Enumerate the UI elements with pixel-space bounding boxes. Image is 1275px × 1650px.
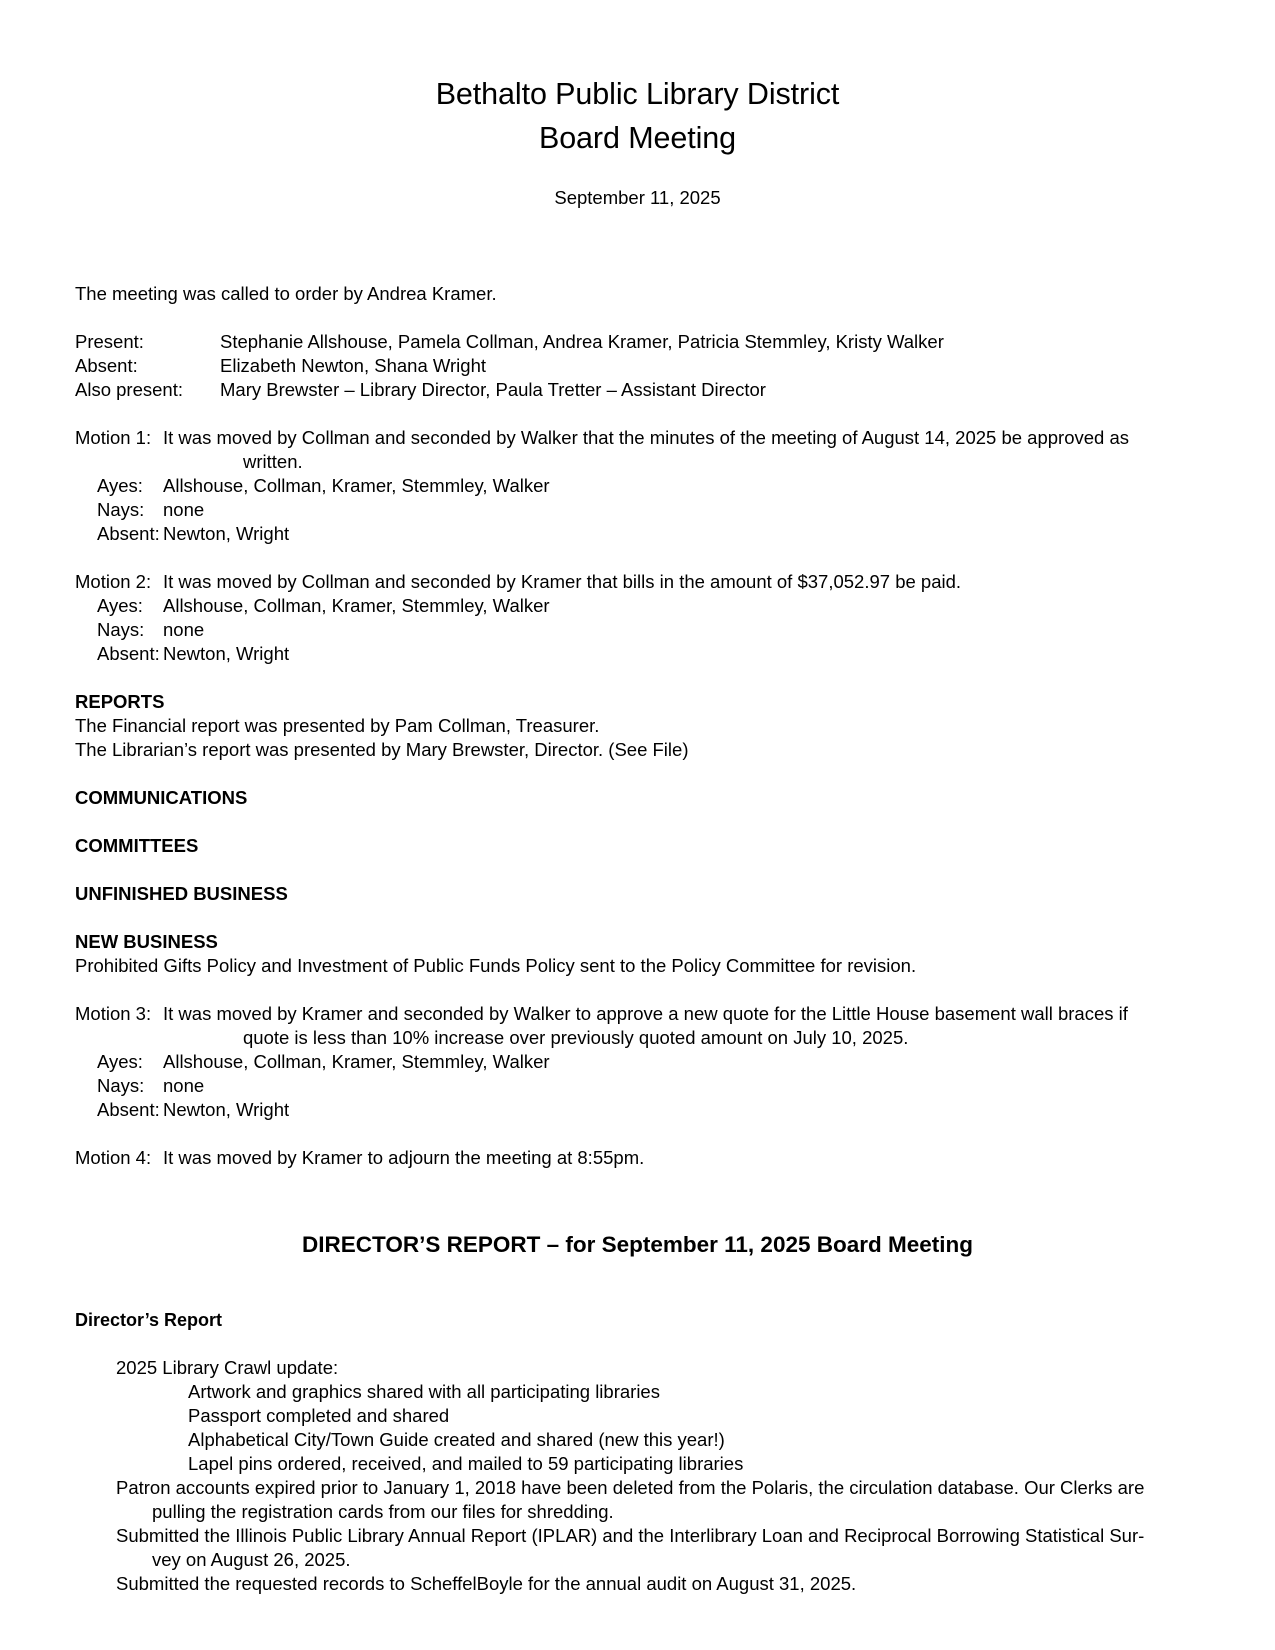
- nays-label: Nays:: [97, 499, 145, 520]
- ayes-value: Allshouse, Collman, Kramer, Stemmley, Walker: [163, 1051, 550, 1072]
- page-title: [75, 0, 1200, 160]
- title-line-2: Board Meeting: [538, 121, 737, 155]
- nays-value: none: [163, 619, 205, 640]
- also-present-value: Mary Brewster – Library Director, Paula Tretter – Assistant Director: [220, 379, 766, 400]
- motion-3-label: Motion 3:: [75, 1003, 152, 1024]
- motion-3: [75, 1002, 1200, 1050]
- motion-3-absent: [75, 1098, 1200, 1122]
- absent-value: Newton, Wright: [163, 643, 290, 664]
- crawl-item: Passport completed and shared: [188, 1405, 450, 1426]
- motion-2-nays: [75, 618, 1200, 642]
- spacer: [75, 210, 1200, 258]
- roster-row-absent: [75, 354, 1200, 378]
- crawl-item: Alphabetical City/Town Guide created and shared (new this year!): [188, 1429, 725, 1450]
- section-heading-committees: COMMITTEES: [75, 835, 199, 856]
- ayes-value: Allshouse, Collman, Kramer, Stemmley, Walker: [163, 475, 550, 496]
- motion-2-text: It was moved by Collman and seconded by Kramer that bills in the amount of $37,052.97 be paid.: [163, 571, 962, 592]
- motion-4-body: [163, 1146, 1200, 1170]
- motion-2-absent: [75, 642, 1200, 666]
- motion-1-body: [163, 426, 1200, 474]
- spacer: [75, 666, 1200, 690]
- paragraph-line-2: pulling the registration cards from our files for shredding.: [152, 1501, 614, 1522]
- nays-label: Nays:: [97, 619, 145, 640]
- section-heading-reports: REPORTS: [75, 691, 165, 712]
- new-business-line-1: Prohibited Gifts Policy and Investment of Public Funds Policy sent to the Policy Committee for revision.: [75, 955, 917, 976]
- spacer: [75, 546, 1200, 570]
- paragraph-line-1: Submitted the requested records to ScheffelBoyle for the annual audit on August 31, 2025.: [116, 1573, 857, 1594]
- motion-3-nays: [75, 1074, 1200, 1098]
- motion-3-continuation: quote is less than 10% increase over previously quoted amount on July 10, 2025.: [243, 1027, 909, 1048]
- motion-1-nays: [75, 498, 1200, 522]
- section-heading-new-business: NEW BUSINESS: [75, 931, 218, 952]
- motion-2-body: [163, 570, 1200, 594]
- reports-line-2: The Librarian’s report was presented by Mary Brewster, Director. (See File): [75, 739, 689, 760]
- absent-value: Elizabeth Newton, Shana Wright: [220, 355, 487, 376]
- spacer: [75, 906, 1200, 930]
- motion-4: [75, 1146, 1200, 1170]
- motion-1-label: Motion 1:: [75, 427, 152, 448]
- absent-label: Absent:: [97, 1099, 160, 1120]
- directors-report-title: DIRECTOR’S REPORT – for September 11, 2025 Board Meeting: [301, 1232, 973, 1257]
- motion-1-continuation: written.: [243, 451, 303, 472]
- directors-report-paragraph: [75, 1572, 1200, 1596]
- nays-value: none: [163, 499, 205, 520]
- motion-1: [75, 426, 1200, 474]
- directors-report-paragraph: [75, 1476, 1200, 1524]
- spacer: [75, 1260, 1200, 1308]
- spacer: [75, 810, 1200, 834]
- title-line-1: Bethalto Public Library District: [435, 77, 840, 111]
- spacer: [75, 762, 1200, 786]
- directors-report-paragraph: [75, 1524, 1200, 1572]
- motion-4-label: Motion 4:: [75, 1147, 152, 1168]
- spacer: [75, 258, 1200, 282]
- roster-row-present: [75, 330, 1200, 354]
- motion-2-ayes: [75, 594, 1200, 618]
- motion-2-label: Motion 2:: [75, 571, 152, 592]
- motion-3-ayes: [75, 1050, 1200, 1074]
- ayes-label: Ayes:: [97, 475, 143, 496]
- roster-row-also-present: [75, 378, 1200, 402]
- spacer: [75, 1332, 1200, 1356]
- crawl-heading: 2025 Library Crawl update:: [116, 1357, 339, 1378]
- section-heading-communications: COMMUNICATIONS: [75, 787, 248, 808]
- spacer: [75, 402, 1200, 426]
- crawl-item: Lapel pins ordered, received, and mailed to 59 participating libraries: [188, 1453, 744, 1474]
- absent-label: Absent:: [97, 643, 160, 664]
- present-label: Present:: [75, 331, 144, 352]
- spacer: [75, 306, 1200, 330]
- absent-value: Newton, Wright: [163, 1099, 290, 1120]
- nays-label: Nays:: [97, 1075, 145, 1096]
- paragraph-line-1: Submitted the Illinois Public Library Annual Report (IPLAR) and the Interlibrary Loan and Reciprocal Borrowing Statistical Sur-: [116, 1525, 1145, 1546]
- motion-1-absent: [75, 522, 1200, 546]
- spacer: [75, 1218, 1200, 1230]
- spacer: [75, 978, 1200, 1002]
- motion-1-ayes: [75, 474, 1200, 498]
- absent-label: Absent:: [75, 355, 138, 376]
- present-value: Stephanie Allshouse, Pamela Collman, Andrea Kramer, Patricia Stemmley, Kristy Walker: [220, 331, 944, 352]
- section-heading-unfinished-business: UNFINISHED BUSINESS: [75, 883, 288, 904]
- ayes-label: Ayes:: [97, 595, 143, 616]
- motion-1-text: It was moved by Collman and seconded by Walker that the minutes of the meeting of August 14, 2025 be approved as: [163, 427, 1130, 448]
- crawl-item: Artwork and graphics shared with all participating libraries: [188, 1381, 660, 1402]
- paragraph-line-2: vey on August 26, 2025.: [152, 1549, 351, 1570]
- spacer: [75, 1122, 1200, 1146]
- also-present-label: Also present:: [75, 379, 183, 400]
- motion-2: [75, 570, 1200, 594]
- ayes-value: Allshouse, Collman, Kramer, Stemmley, Walker: [163, 595, 550, 616]
- nays-value: none: [163, 1075, 205, 1096]
- motion-3-body: [163, 1002, 1200, 1050]
- document-content: [75, 0, 1200, 1596]
- paragraph-line-1: Patron accounts expired prior to January 1, 2018 have been deleted from the Polaris, the circulation database. Our Clerks are: [116, 1477, 1145, 1498]
- absent-value: Newton, Wright: [163, 523, 290, 544]
- reports-line-1: The Financial report was presented by Pam Collman, Treasurer.: [75, 715, 600, 736]
- motion-4-text: It was moved by Kramer to adjourn the meeting at 8:55pm.: [163, 1147, 645, 1168]
- motion-3-text: It was moved by Kramer and seconded by Walker to approve a new quote for the Little House basement wall braces if: [163, 1003, 1128, 1024]
- called-to-order-text: The meeting was called to order by Andrea Kramer.: [75, 283, 497, 304]
- ayes-label: Ayes:: [97, 1051, 143, 1072]
- directors-report-subhead: Director’s Report: [75, 1310, 223, 1330]
- meeting-date: September 11, 2025: [554, 187, 721, 208]
- spacer: [75, 858, 1200, 882]
- absent-label: Absent:: [97, 523, 160, 544]
- spacer: [75, 1170, 1200, 1218]
